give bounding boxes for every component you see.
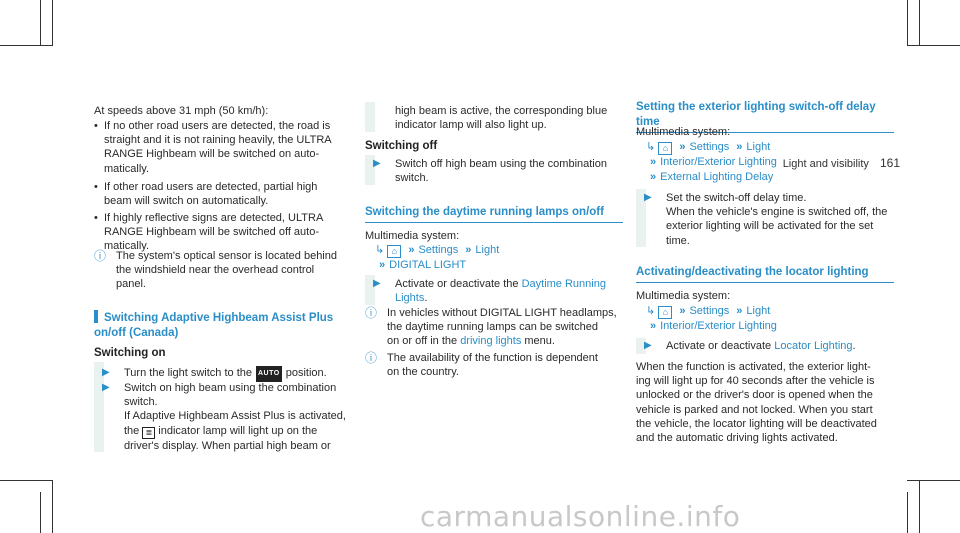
menu-path: ↳ ⌂ » Settings » Light (646, 305, 771, 317)
step-item: ▶ Set the switch-off delay time. When the vehicle's engine is switched off, the exterior lighting will be activated for the set time. (636, 191, 887, 248)
chevron-icon: » (736, 141, 743, 153)
path-start-icon: ↳ (646, 141, 656, 153)
crop-mark (40, 0, 41, 46)
info-note: ⓘ The system's optical sensor is located behind the windshield near the overhead control panel. (94, 249, 337, 291)
step-arrow-icon: ▶ (373, 158, 381, 169)
menu-path: » DIGITAL LIGHT (379, 259, 467, 271)
chevron-icon: » (650, 171, 657, 183)
menu-path: » Interior/Exterior Lighting (650, 156, 777, 168)
section-heading: Switching Adaptive Highbeam Assist Plus on/off (Canada) (94, 312, 334, 339)
chevron-icon: » (679, 141, 686, 153)
chevron-icon: » (465, 244, 472, 256)
crop-mark (907, 492, 908, 533)
info-note: ⓘ In vehicles without DIGITAL LIGHT headlamps, the daytime running lamps can be switched on or off in the driving lights menu. (365, 306, 617, 348)
crop-mark (52, 480, 53, 533)
chevron-icon: » (679, 305, 686, 317)
step-item: ▶ Activate or deactivate Locator Lighting. (636, 339, 856, 353)
section-heading: Switching the daytime running lamps on/off (365, 205, 623, 223)
heading-bar (94, 310, 98, 323)
multimedia-label: Multimedia system: (365, 230, 460, 242)
crop-mark (907, 0, 908, 46)
step-arrow-icon: ▶ (644, 340, 652, 351)
crop-mark (907, 480, 960, 481)
running-header (783, 156, 900, 170)
chevron-icon: » (736, 305, 743, 317)
chevron-icon: » (379, 259, 386, 271)
section-name: Light and visibility (782, 158, 869, 170)
crop-mark (919, 0, 920, 46)
auto-light-icon: AUTO (256, 366, 282, 382)
info-icon: ⓘ (94, 249, 107, 263)
menu-path: ↳ ⌂ » Settings » Light (646, 141, 771, 153)
bullet-item: • If other road users are detected, partial high beam will switch on automatically. (94, 181, 318, 208)
multimedia-label: Multimedia system: (636, 126, 731, 138)
crop-mark (919, 480, 920, 533)
chevron-icon: » (650, 320, 657, 332)
bullet-item: • If no other road users are detected, the road is straight and it is not raining heavily, the ULTRA RANGE Highbeam will be switched on auto- matically. (94, 120, 332, 175)
crop-mark (0, 480, 52, 481)
step-arrow-icon: ▶ (102, 382, 110, 393)
step-arrow-icon: ▶ (102, 367, 110, 378)
section-heading: Setting the exterior lighting switch-off delay time (636, 100, 894, 133)
menu-path: ↳ ⌂ » Settings » Light (375, 244, 500, 256)
info-icon: ⓘ (365, 351, 378, 365)
crop-mark (907, 45, 960, 46)
step-shade (365, 102, 375, 132)
step-item: ▶ Switch off high beam using the combination switch. (365, 157, 607, 185)
crop-mark (40, 492, 41, 533)
step-arrow-icon: ▶ (373, 278, 381, 289)
home-icon: ⌂ (387, 245, 401, 258)
step-item: ▶ Activate or deactivate the Daytime Running Lights. (365, 277, 606, 305)
menu-path: » External Lighting Delay (650, 171, 774, 183)
crop-mark (52, 0, 53, 46)
path-start-icon: ↳ (646, 305, 656, 317)
watermark: carmanualsonline.info (420, 500, 741, 533)
section-heading: Activating/deactivating the locator lighting (636, 265, 894, 283)
info-note: ⓘ The availability of the function is dependent on the country. (365, 351, 598, 379)
intro-text: At speeds above 31 mph (50 km/h): (94, 105, 269, 117)
chevron-icon: » (650, 156, 657, 168)
step-arrow-icon: ▶ (644, 192, 652, 203)
info-icon: ⓘ (365, 306, 378, 320)
home-icon: ⌂ (658, 142, 672, 155)
home-icon: ⌂ (658, 306, 672, 319)
page-number: 161 (879, 156, 900, 170)
crop-mark (0, 45, 52, 46)
continued-text: high beam is active, the corresponding blue indicator lamp will also light up. (395, 105, 608, 132)
bullet-item: • If highly reflective signs are detected, ULTRA RANGE Highbeam will be switched off auto- matically. (94, 212, 324, 253)
path-start-icon: ↳ (375, 244, 385, 256)
step-item: ▶ Turn the light switch to the AUTO position. (94, 366, 327, 382)
menu-path: » Interior/Exterior Lighting (650, 320, 777, 332)
chevron-icon: » (408, 244, 415, 256)
subheading: Switching off (365, 140, 438, 152)
subheading: Switching on (94, 347, 166, 359)
high-beam-assist-icon: ≣ (142, 427, 155, 439)
description-paragraph: When the function is activated, the exterior light- ing will light up for 40 seconds after the vehicle is unlocked or the driver's door is opened when the vehicle is parked and not locked. When you start the vehicle, the locator lighting will be deactivated and the automatic driving lights activated. (636, 361, 877, 445)
multimedia-label: Multimedia system: (636, 290, 731, 302)
step-item: ▶ Switch on high beam using the combination switch. If Adaptive Highbeam Assist Plus is activated, the ≣ indicator lamp will light up on the driver's display. When partial high beam or (94, 381, 346, 453)
